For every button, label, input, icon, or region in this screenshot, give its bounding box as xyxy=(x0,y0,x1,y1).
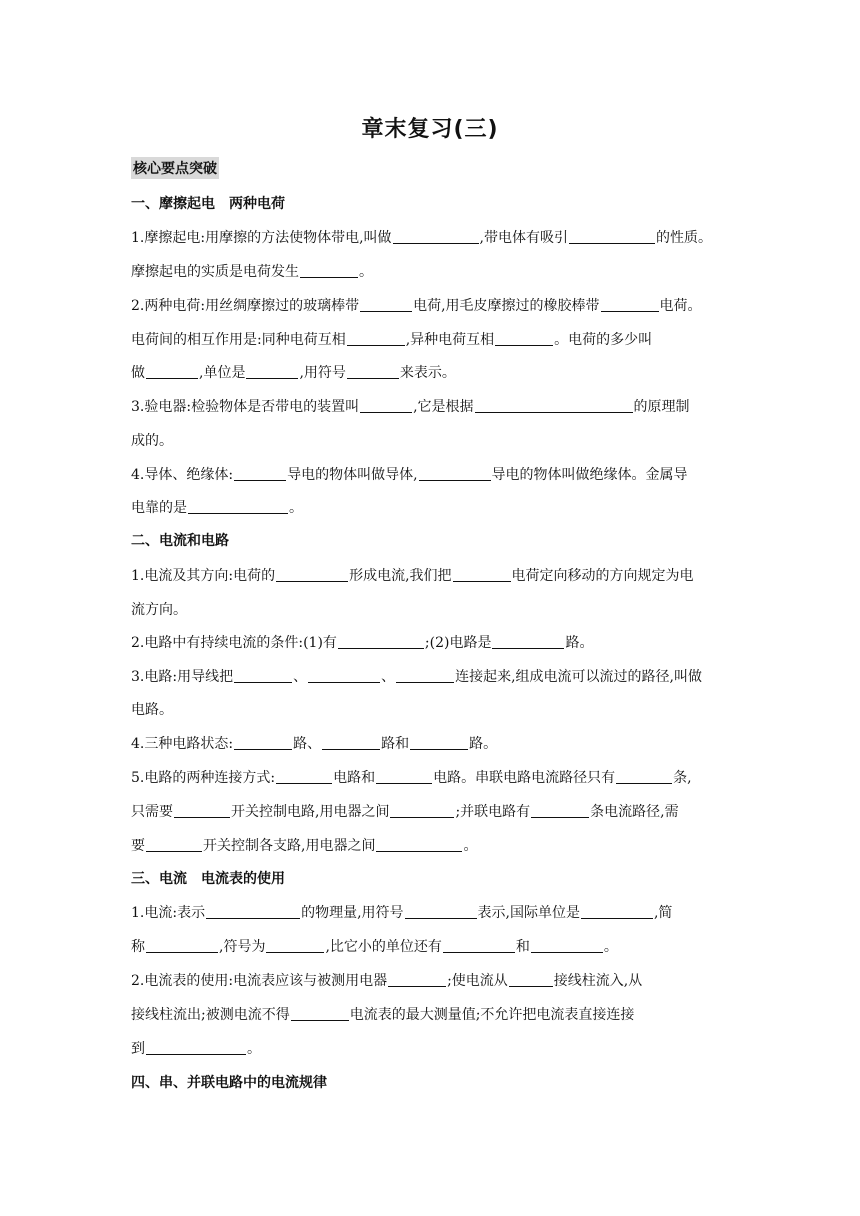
blank[interactable] xyxy=(376,769,432,784)
blank[interactable] xyxy=(419,466,491,481)
text-line: 2.电路中有持续电流的条件:(1)有 ;(2)电路是 路。 xyxy=(131,635,594,651)
blank[interactable] xyxy=(531,938,603,953)
text-line: 摩擦起电的实质是电荷发生 。 xyxy=(131,264,373,280)
text-line: 1.电流:表示 的物理量,用符号 表示,国际单位是 ,简 xyxy=(131,905,673,921)
blank[interactable] xyxy=(509,972,553,987)
text-line: 5.电路的两种连接方式: 电路和 电路。串联电路电流路径只有 条, xyxy=(131,770,692,786)
blank[interactable] xyxy=(376,837,462,852)
blank[interactable] xyxy=(569,229,655,244)
blank[interactable] xyxy=(266,938,324,953)
blank[interactable] xyxy=(616,769,672,784)
blank[interactable] xyxy=(443,938,515,953)
text-line: 接线柱流出;被测电流不得 电流表的最大测量值;不允许把电流表直接连接 xyxy=(131,1007,635,1023)
section-heading: 三、电流 电流表的使用 xyxy=(131,871,285,887)
blank[interactable] xyxy=(360,398,412,413)
blank[interactable] xyxy=(146,938,218,953)
text-line: 电路。 xyxy=(131,702,173,718)
text-line: 流方向。 xyxy=(131,602,187,618)
blank[interactable] xyxy=(291,1006,349,1021)
blank[interactable] xyxy=(393,229,479,244)
section-heading: 一、摩擦起电 两种电荷 xyxy=(131,196,285,212)
blank[interactable] xyxy=(492,634,564,649)
text-line: 1.电流及其方向:电荷的 形成电流,我们把 电荷定向移动的方向规定为电 xyxy=(131,568,694,584)
blank[interactable] xyxy=(390,803,454,818)
text-line: 4.三种电路状态: 路、 路和 路。 xyxy=(131,736,498,752)
text-line: 成的。 xyxy=(131,433,173,449)
blank[interactable] xyxy=(531,803,589,818)
blank[interactable] xyxy=(246,364,298,379)
blank[interactable] xyxy=(146,837,202,852)
blank[interactable] xyxy=(410,735,468,750)
blank[interactable] xyxy=(347,331,405,346)
blank[interactable] xyxy=(234,735,292,750)
blank[interactable] xyxy=(276,769,332,784)
section-heading: 四、串、并联电路中的电流规律 xyxy=(131,1075,327,1091)
blank[interactable] xyxy=(276,567,348,582)
text-line: 到 。 xyxy=(131,1041,261,1057)
text-line: 要 开关控制各支路,用电器之间 。 xyxy=(131,838,478,854)
text-line: 做 ,单位是 ,用符号 来表示。 xyxy=(131,365,456,381)
blank[interactable] xyxy=(581,904,653,919)
text-line: 4.导体、绝缘体: 导电的物体叫做导体, 导电的物体叫做绝缘体。金属导 xyxy=(131,467,688,483)
blank[interactable] xyxy=(188,499,288,514)
blank[interactable] xyxy=(322,735,380,750)
blank[interactable] xyxy=(174,803,230,818)
blank[interactable] xyxy=(308,668,380,683)
blank[interactable] xyxy=(234,466,286,481)
blank[interactable] xyxy=(495,331,553,346)
text-line: 1.摩擦起电:用摩擦的方法使物体带电,叫做 ,带电体有吸引 的性质。 xyxy=(131,230,712,246)
blank[interactable] xyxy=(206,904,300,919)
text-line: 称 ,符号为 ,比它小的单位还有 和 。 xyxy=(131,939,618,955)
blank[interactable] xyxy=(396,668,454,683)
page-title: 章末复习(三) xyxy=(361,117,499,142)
blank[interactable] xyxy=(146,364,198,379)
text-line: 电靠的是 。 xyxy=(131,500,303,516)
blank[interactable] xyxy=(338,634,424,649)
section-tag: 核心要点突破 xyxy=(131,157,219,179)
text-line: 2.两种电荷:用丝绸摩擦过的玻璃棒带 电荷,用毛皮摩擦过的橡胶棒带 电荷。 xyxy=(131,298,702,314)
blank[interactable] xyxy=(388,972,446,987)
text-line: 3.验电器:检验物体是否带电的装置叫 ,它是根据 的原理制 xyxy=(131,399,690,415)
blank[interactable] xyxy=(475,398,633,413)
blank[interactable] xyxy=(234,668,292,683)
text-line: 只需要 开关控制电路,用电器之间 ;并联电路有 条电流路径,需 xyxy=(131,804,679,820)
text-line: 电荷间的相互作用是:同种电荷互相 ,异种电荷互相 。电荷的多少叫 xyxy=(131,332,653,348)
blank[interactable] xyxy=(453,567,511,582)
blank[interactable] xyxy=(347,364,399,379)
blank[interactable] xyxy=(360,297,412,312)
section-heading: 二、电流和电路 xyxy=(131,533,229,549)
blank[interactable] xyxy=(601,297,659,312)
text-line: 3.电路:用导线把 、 、 连接起来,组成电流可以流过的路径,叫做 xyxy=(131,669,702,685)
blank[interactable] xyxy=(146,1040,246,1055)
blank[interactable] xyxy=(405,904,477,919)
blank[interactable] xyxy=(300,263,358,278)
text-line: 2.电流表的使用:电流表应该与被测用电器 ;使电流从 接线柱流入,从 xyxy=(131,973,643,989)
